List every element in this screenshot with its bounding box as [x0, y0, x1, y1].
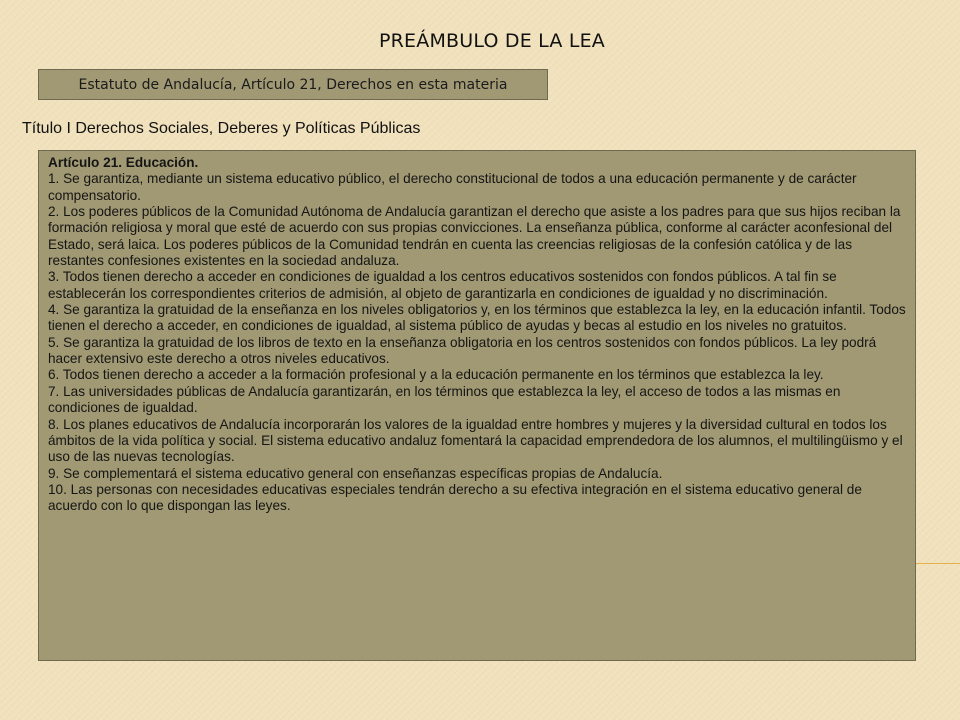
article-paragraph-1: 1. Se garantiza, mediante un sistema educativo público, el derecho constitucional de todos a una educación permanente y de carácter compensatorio. [48, 171, 857, 203]
article-paragraph-7: 7. Las universidades públicas de Andalucía garantizarán, en los términos que establezca la ley, el acceso de todos a las mismas en condiciones de igualdad. [48, 383, 841, 416]
article-paragraph-4: 4. Se garantiza la gratuidad de la enseñanza en los niveles obligatorios y, en los términos que establezca la ley, en la educación infantil. Todos tienen el derecho a acceder, en condiciones de igualdad, al sistema público de ayudas y becas al estudio en los niveles no gratuitos. [48, 302, 906, 334]
article-paragraph-5: 5. Se garantiza la gratuidad de los libros de texto en la enseñanza obligatoria en los centros sostenidos con fondos públicos. La ley podrá hacer extensivo este derecho a otros niveles educativos. [48, 334, 877, 367]
article-paragraph-9: 9. Se complementará el sistema educativo general con enseñanzas específicas propias de Andalucía. [48, 465, 663, 481]
article-text-box [38, 150, 916, 661]
section-heading: Título I Derechos Sociales, Deberes y Políticas Públicas [22, 120, 421, 137]
article-paragraph-10: 10. Las personas con necesidades educativas especiales tendrán derecho a su efectiva integración en el sistema educativo general de acuerdo con lo que dispongan las leyes. [48, 481, 862, 514]
article-paragraph-6: 6. Todos tienen derecho a acceder a la formación profesional y a la educación permanente en los términos que establezca la ley. [48, 367, 824, 383]
slide-title: PREÁMBULO DE LA LEA [378, 30, 606, 52]
article-paragraph-3: 3. Todos tienen derecho a acceder en condiciones de igualdad a los centros educativos sostenidos con fondos públicos. A tal fin se establecerán los correspondientes criterios de admisión, al objeto de garantizarla en condiciones de igualdad y no discriminación. [48, 269, 837, 301]
article-paragraph-2: 2. Los poderes públicos de la Comunidad Autónoma de Andalucía garantizan el derecho que asiste a los padres para que sus hijos reciban la formación religiosa y moral que esté de acuerdo con sus propias convicciones. La enseñanza pública, conforme al carácter aconfesional del Estado, será laica. Los poderes públicos de la Comunidad tendrán en cuenta las creencias religiosas de la confesión católica y de las restantes confesiones existentes en la sociedad andaluza. [48, 204, 901, 269]
subtitle-box [38, 69, 548, 100]
subtitle-text: Estatuto de Andalucía, Artículo 21, Derechos en esta materia [78, 76, 508, 93]
article-paragraph-8: 8. Los planes educativos de Andalucía incorporarán los valores de la igualdad entre hombres y mujeres y la diversidad cultural en todos los ámbitos de la vida política y social. El sistema educativo andaluz fomentará la capacidad emprendedora de los alumnos, el multilingüismo y el uso de las nuevas tecnologías. [48, 416, 903, 465]
article-heading: Artículo 21. Educación. [48, 155, 199, 170]
